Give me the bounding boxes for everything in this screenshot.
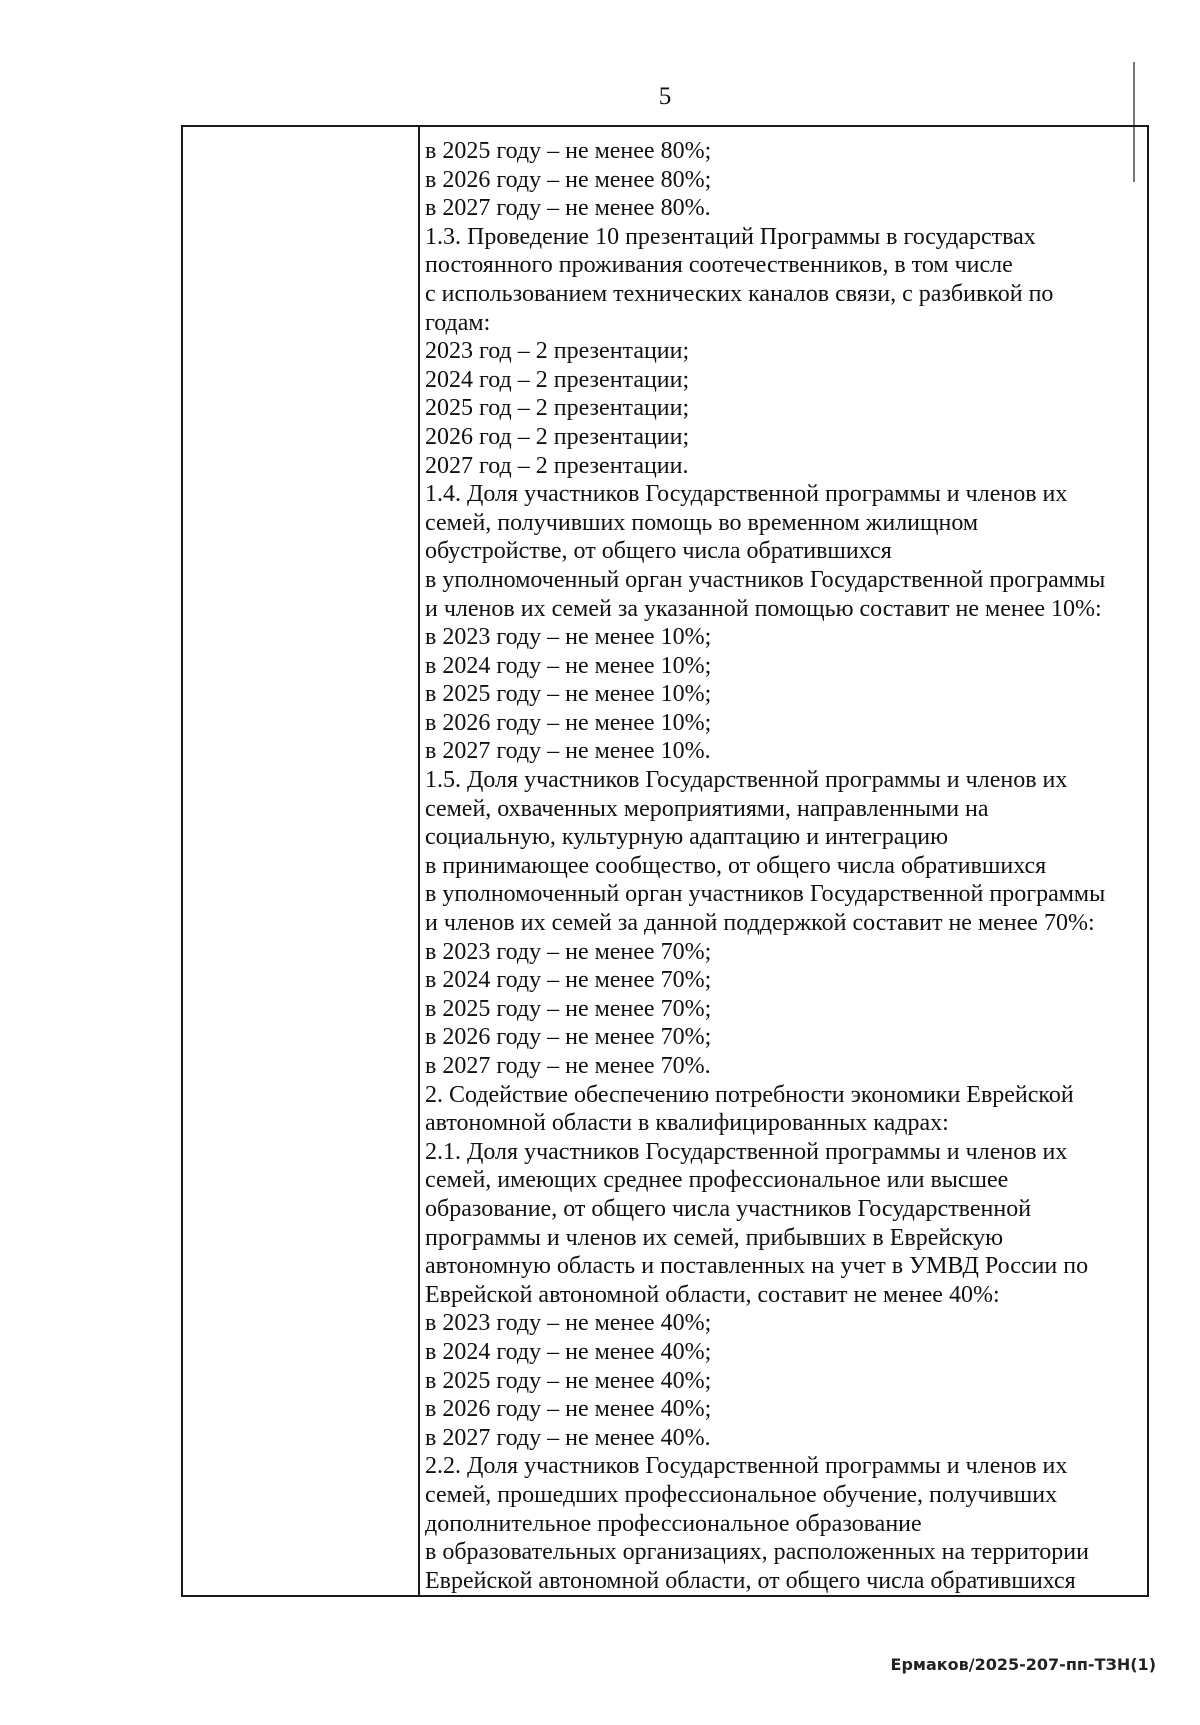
text-line: в 2025 году – не менее 40%;	[425, 1367, 712, 1394]
text-line: в уполномоченный орган участников Государственной программы	[425, 566, 1106, 593]
text-line: 2026 год – 2 презентации;	[425, 423, 690, 450]
text-line: в 2026 году – не менее 80%;	[425, 166, 712, 193]
text-line: Еврейской автономной области, составит не менее 40%:	[425, 1281, 1000, 1308]
text-line: в 2027 году – не менее 40%.	[425, 1424, 711, 1451]
text-line: обустройстве, от общего числа обратившихся	[425, 538, 892, 565]
text-line: семей, имеющих среднее профессиональное или высшее	[425, 1167, 1009, 1194]
table-right-cell	[425, 137, 1145, 1595]
text-line: постоянного проживания соотечественников, в том числе	[425, 252, 1013, 279]
text-line: 2023 год – 2 презентации;	[425, 338, 690, 365]
text-line: в 2027 году – не менее 80%.	[425, 195, 711, 222]
text-line: автономной области в квалифицированных кадрах:	[425, 1110, 949, 1137]
column-divider	[418, 125, 420, 1597]
document-footer-code: Ермаков/2025-207-пп-ТЗН(1)	[890, 1655, 1156, 1674]
text-line: в 2027 году – не менее 70%.	[425, 1053, 711, 1079]
text-line: годам:	[425, 309, 491, 336]
text-line: и членов их семей за данной поддержкой составит не менее 70%:	[425, 910, 1095, 937]
table-left-cell	[183, 127, 418, 1595]
text-line: в 2025 году – не менее 10%;	[425, 681, 712, 708]
text-line: социальную, культурную адаптацию и интеграцию	[425, 824, 948, 851]
text-line: и членов их семей за указанной помощью составит не менее 10%:	[425, 595, 1102, 622]
section-heading-1-4: 1.4. Доля участников Государственной программы и членов их	[425, 481, 1068, 508]
section-heading-2-2: 2.2. Доля участников Государственной программы и членов их	[425, 1453, 1068, 1480]
text-line: в 2024 году – не менее 70%;	[425, 967, 712, 994]
text-line: в 2023 году – не менее 10%;	[425, 624, 712, 651]
section-heading-2-1: 2.1. Доля участников Государственной программы и членов их	[425, 1138, 1068, 1165]
text-line: в уполномоченный орган участников Государственной программы	[425, 881, 1106, 908]
text-line: автономную область и поставленных на учет в УМВД России по	[425, 1253, 1089, 1280]
text-line: в 2023 году – не менее 40%;	[425, 1310, 712, 1337]
text-line: семей, охваченных мероприятиями, направленными на	[425, 795, 989, 822]
section-heading-1-3: 1.3. Проведение 10 презентаций Программы в государствах	[425, 223, 1036, 250]
text-line: Еврейской автономной области, от общего числа обратившихся	[425, 1567, 1076, 1594]
text-line: программы и членов их семей, прибывших в Еврейскую	[425, 1224, 1004, 1251]
text-line: 2027 год – 2 презентации.	[425, 452, 689, 479]
text-line: в образовательных организациях, расположенных на территории	[425, 1539, 1089, 1566]
text-line: дополнительное профессиональное образование	[425, 1510, 922, 1537]
text-line: в 2026 году – не менее 40%;	[425, 1396, 712, 1423]
text-line: в принимающее сообщество, от общего числа обратившихся	[425, 852, 1047, 879]
text-line: образование, от общего числа участников Государственной	[425, 1195, 1032, 1222]
text-line: 2024 год – 2 презентации;	[425, 366, 690, 393]
text-line: в 2025 году – не менее 70%;	[425, 995, 712, 1022]
text-line: семей, прошедших профессиональное обучение, получивших	[425, 1481, 1058, 1508]
text-line: в 2025 году – не менее 80%;	[425, 138, 712, 164]
text-line: в 2024 году – не менее 40%;	[425, 1338, 712, 1365]
text-line: с использованием технических каналов связи, с разбивкой по	[425, 280, 1054, 307]
section-heading-2: 2. Содействие обеспечению потребности экономики Еврейской	[425, 1081, 1074, 1108]
section-heading-1-5: 1.5. Доля участников Государственной программы и членов их	[425, 767, 1068, 794]
text-line: в 2026 году – не менее 70%;	[425, 1024, 712, 1051]
text-line: в 2023 году – не менее 70%;	[425, 938, 712, 965]
text-line: 2025 год – 2 презентации;	[425, 395, 690, 422]
text-line: в 2027 году – не менее 10%.	[425, 738, 711, 765]
text-line: в 2026 году – не менее 10%;	[425, 709, 712, 736]
text-line: семей, получивших помощь во временном жилищном	[425, 509, 979, 536]
page-number: 5	[658, 83, 672, 110]
text-line: в 2024 году – не менее 10%;	[425, 652, 712, 679]
